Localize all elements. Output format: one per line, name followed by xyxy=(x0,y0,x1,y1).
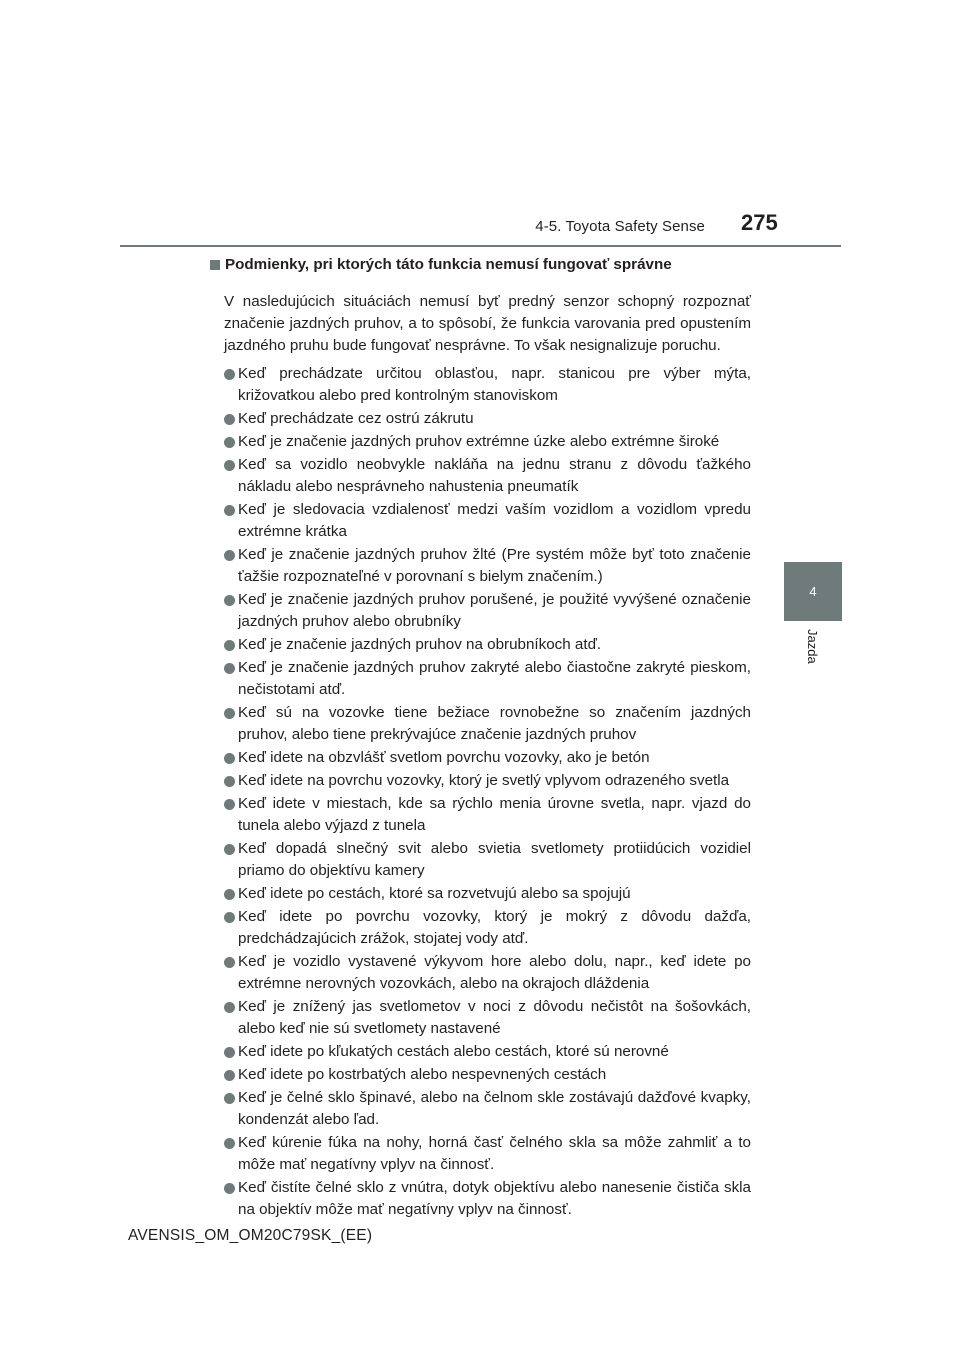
list-item xyxy=(224,1132,751,1176)
bullet-dot-icon xyxy=(224,776,235,787)
list-item xyxy=(224,408,751,430)
chapter-number: 4 xyxy=(809,584,817,599)
list-item xyxy=(224,996,751,1040)
bullet-dot-icon xyxy=(224,912,235,923)
list-item-text: Keď idete na povrchu vozovky, ktorý je svetlý vplyvom odrazeného svetla xyxy=(238,772,730,790)
section-heading-text: Podmienky, pri ktorých táto funkcia nemusí fungovať správne xyxy=(225,256,672,273)
list-item-text: Keď sú na vozovke tiene bežiace rovnobežne so značením jazdných pruhov, alebo tiene prekrývajúce značenie jazdných pruhov xyxy=(238,704,751,744)
list-item-text: Keď je znížený jas svetlometov v noci z dôvodu nečistôt na šošovkách, alebo keď nie sú svetlomety nastavené xyxy=(238,998,751,1038)
list-item xyxy=(224,1177,751,1221)
bullet-dot-icon xyxy=(224,708,235,719)
bullet-dot-icon xyxy=(224,369,235,380)
bullet-dot-icon xyxy=(224,1070,235,1081)
running-header-section: 4-5. Toyota Safety Sense xyxy=(535,218,705,235)
list-item xyxy=(224,1064,751,1086)
list-item xyxy=(224,657,751,701)
bullet-dot-icon xyxy=(224,663,235,674)
page-number: 275 xyxy=(741,210,778,235)
chapter-tab xyxy=(784,562,842,621)
bullet-dot-icon xyxy=(224,957,235,968)
list-item-text: Keď je značenie jazdných pruhov porušené, je použité vyvýšené označenie jazdných pruhov alebo obrubníky xyxy=(238,591,751,631)
square-bullet-icon xyxy=(210,260,220,270)
bullet-dot-icon xyxy=(224,1138,235,1149)
condition-list xyxy=(224,363,751,1221)
list-item xyxy=(224,431,751,453)
bullet-dot-icon xyxy=(224,889,235,900)
list-item-text: Keď kúrenie fúka na nohy, horná časť čelného skla sa môže zahmliť a to môže mať negatívny vplyv na činnosť. xyxy=(238,1134,751,1174)
list-item-text: Keď idete po kľukatých cestách alebo cestách, ktoré sú nerovné xyxy=(238,1043,669,1061)
list-item-text: Keď sa vozidlo neobvykle nakláňa na jednu stranu z dôvodu ťažkého nákladu alebo nesprávneho nahustenia pneumatík xyxy=(238,456,751,496)
section-intro: V nasledujúcich situáciách nemusí byť predný senzor schopný rozpoznať značenie jazdných pruhov, a to spôsobí, že funkcia varovania pred opustením jazdného pruhu bude fungovať nesprávne. To však nesignalizuje poruchu. xyxy=(224,293,751,355)
list-item-text: Keď idete v miestach, kde sa rýchlo menia úrovne svetla, napr. vjazd do tunela alebo výjazd z tunela xyxy=(238,795,751,835)
list-item xyxy=(224,499,751,543)
bullet-dot-icon xyxy=(224,799,235,810)
list-item xyxy=(224,702,751,746)
list-item xyxy=(224,363,751,407)
section-heading xyxy=(208,254,751,276)
list-item-text: Keď dopadá slnečný svit alebo svietia svetlomety protiidúcich vozidiel priamo do objektívu kamery xyxy=(238,840,751,880)
list-item xyxy=(224,589,751,633)
list-item xyxy=(224,747,751,769)
list-item xyxy=(224,838,751,882)
bullet-dot-icon xyxy=(224,1047,235,1058)
bullet-dot-icon xyxy=(224,753,235,764)
list-item xyxy=(224,544,751,588)
list-item xyxy=(224,951,751,995)
bullet-dot-icon xyxy=(224,1183,235,1194)
list-item xyxy=(224,906,751,950)
list-item-text: Keď idete po povrchu vozovky, ktorý je mokrý z dôvodu dažďa, predchádzajúcich zrážok, stojatej vody atď. xyxy=(238,908,751,948)
bullet-dot-icon xyxy=(224,844,235,855)
list-item xyxy=(224,883,751,905)
bullet-dot-icon xyxy=(224,505,235,516)
header-divider xyxy=(120,245,841,247)
list-item xyxy=(224,634,751,656)
list-item-text: Keď je značenie jazdných pruhov na obrubníkoch atď. xyxy=(238,636,602,654)
bullet-dot-icon xyxy=(224,550,235,561)
list-item xyxy=(224,1041,751,1063)
list-item-text: Keď je čelné sklo špinavé, alebo na čelnom skle zostávajú dažďové kvapky, kondenzát alebo ľad. xyxy=(238,1089,751,1129)
document-code: AVENSIS_OM_OM20C79SK_(EE) xyxy=(128,1227,373,1244)
bullet-dot-icon xyxy=(224,595,235,606)
list-item xyxy=(224,454,751,498)
bullet-dot-icon xyxy=(224,460,235,471)
chapter-label: Jazda xyxy=(805,629,820,664)
bullet-dot-icon xyxy=(224,640,235,651)
list-item-text: Keď prechádzate cez ostrú zákrutu xyxy=(238,410,474,428)
list-item-text: Keď je značenie jazdných pruhov extrémne úzke alebo extrémne široké xyxy=(238,433,720,451)
bullet-dot-icon xyxy=(224,1093,235,1104)
list-item-text: Keď idete na obzvlášť svetlom povrchu vozovky, ako je betón xyxy=(238,749,650,767)
bullet-dot-icon xyxy=(224,414,235,425)
list-item-text: Keď je značenie jazdných pruhov zakryté alebo čiastočne zakryté pieskom, nečistotami atď. xyxy=(238,659,751,699)
list-item-text: Keď idete po cestách, ktoré sa rozvetvujú alebo sa spojujú xyxy=(238,885,631,903)
list-item xyxy=(224,793,751,837)
list-item-text: Keď idete po kostrbatých alebo nespevnených cestách xyxy=(238,1066,607,1084)
list-item-text: Keď je sledovacia vzdialenosť medzi vaším vozidlom a vozidlom vpredu extrémne krátka xyxy=(238,501,751,541)
bullet-dot-icon xyxy=(224,437,235,448)
content-area xyxy=(208,254,751,1222)
list-item xyxy=(224,1087,751,1131)
list-item-text: Keď je značenie jazdných pruhov žlté (Pre systém môže byť toto značenie ťažšie rozpoznateľné v porovnaní s bielym značením.) xyxy=(238,546,751,586)
list-item-text: Keď je vozidlo vystavené výkyvom hore alebo dolu, napr., keď idete po extrémne nerovných vozovkách, alebo na okrajoch dláždenia xyxy=(238,953,751,993)
list-item-text: Keď čistíte čelné sklo z vnútra, dotyk objektívu alebo nanesenie čističa skla na objektív môže mať negatívny vplyv na činnosť. xyxy=(238,1179,751,1219)
list-item xyxy=(224,770,751,792)
list-item-text: Keď prechádzate určitou oblasťou, napr. stanicou pre výber mýta, križovatkou alebo pred kontrolným stanoviskom xyxy=(238,365,751,405)
bullet-dot-icon xyxy=(224,1002,235,1013)
